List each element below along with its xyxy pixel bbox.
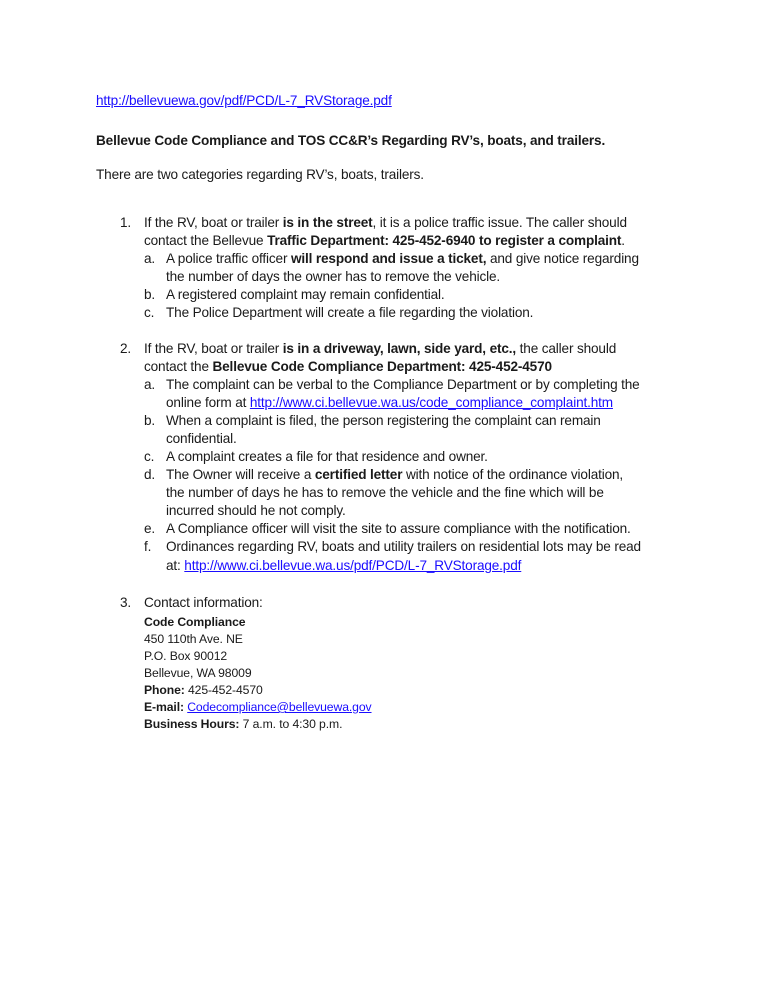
- item-3-number: 3.: [120, 595, 132, 610]
- phone-value: 425-452-4570: [184, 683, 263, 697]
- item-1c-text: The Police Department will create a file regarding the violation.: [166, 305, 534, 320]
- emphasis: is in a driveway, lawn, side yard, etc.,: [282, 341, 517, 356]
- contact-address-1: 450 110th Ave. NE: [144, 632, 243, 646]
- item-3-text: Contact information:: [144, 595, 263, 610]
- item-2e-text: A Compliance officer will visit the site to assure compliance with the notification.: [166, 521, 631, 536]
- item-2b-letter: b.: [144, 413, 156, 428]
- phone-label: Phone:: [144, 683, 185, 697]
- text: and give notice regarding: [486, 251, 639, 266]
- item-2f-letter: f.: [144, 539, 152, 554]
- contact-address-2: P.O. Box 90012: [144, 649, 228, 663]
- email-link[interactable]: Codecompliance@bellevuewa.gov: [187, 700, 372, 714]
- emphasis: is in the street: [282, 215, 373, 230]
- intro-text: There are two categories regarding RV’s, boats, trailers.: [96, 167, 424, 182]
- top-link[interactable]: http://bellevuewa.gov/pdf/PCD/L-7_RVStorage.pdf: [96, 93, 392, 108]
- item-2b-line-2: confidential.: [166, 431, 237, 446]
- text: at:: [166, 558, 185, 573]
- contact-address-3: Bellevue, WA 98009: [144, 666, 252, 680]
- hours-value: 7 a.m. to 4:30 p.m.: [239, 717, 343, 731]
- item-1c-letter: c.: [144, 305, 155, 320]
- text: , it is a police traffic issue. The caller should: [372, 215, 627, 230]
- text: online form at: [166, 395, 250, 410]
- item-2a-line-2: [166, 394, 613, 412]
- contact-org: Code Compliance: [144, 615, 246, 629]
- item-2a-letter: a.: [144, 377, 156, 392]
- text: contact the Bellevue: [144, 233, 268, 248]
- item-2-line-1: [144, 340, 616, 358]
- complaint-form-link[interactable]: http://www.ci.bellevue.wa.us/code_compliance_complaint.htm: [249, 395, 613, 410]
- text: .: [621, 233, 625, 248]
- item-2c-letter: c.: [144, 449, 155, 464]
- item-2a-line-1: The complaint can be verbal to the Compliance Department or by completing the: [166, 377, 640, 392]
- item-2d-line-1: [166, 466, 623, 484]
- text: The Owner will receive a: [166, 467, 315, 482]
- item-2d-line-2: the number of days he has to remove the vehicle and the fine which will be: [166, 485, 604, 500]
- emphasis: certified letter: [314, 467, 403, 482]
- item-2-number: 2.: [120, 341, 132, 356]
- item-1-line-2: [144, 232, 625, 250]
- text: If the RV, boat or trailer: [144, 341, 283, 356]
- text: If the RV, boat or trailer: [144, 215, 283, 230]
- item-2b-line-1: When a complaint is filed, the person registering the complaint can remain: [166, 413, 601, 428]
- text: A police traffic officer: [166, 251, 291, 266]
- item-1a-line-1: [166, 250, 639, 268]
- contact-email: [144, 699, 372, 716]
- item-1b-text: A registered complaint may remain confidential.: [166, 287, 445, 302]
- hours-label: Business Hours:: [144, 717, 240, 731]
- emphasis: Bellevue Code Compliance Department: 425-452-4570: [212, 359, 552, 374]
- top-link-line: [96, 92, 392, 110]
- document-title: Bellevue Code Compliance and TOS CC&R’s Regarding RV’s, boats, and trailers.: [96, 133, 606, 148]
- email-label: E-mail:: [144, 700, 184, 714]
- item-2d-line-3: incurred should he not comply.: [166, 503, 346, 518]
- contact-hours: [144, 716, 342, 733]
- item-2d-letter: d.: [144, 467, 156, 482]
- item-1-line-1: [144, 214, 627, 232]
- item-1a-letter: a.: [144, 251, 156, 266]
- item-2f-line-2: [166, 557, 521, 575]
- ordinance-link[interactable]: http://www.ci.bellevue.wa.us/pdf/PCD/L-7_RVStorage.pdf: [184, 558, 522, 573]
- item-2-line-2: [144, 358, 552, 376]
- text: with notice of the ordinance violation,: [402, 467, 624, 482]
- item-2c-text: A complaint creates a file for that residence and owner.: [166, 449, 488, 464]
- item-2f-line-1: Ordinances regarding RV, boats and utility trailers on residential lots may be read: [166, 539, 641, 554]
- item-1-number: 1.: [120, 215, 132, 230]
- item-2e-letter: e.: [144, 521, 156, 536]
- emphasis: will respond and issue a ticket,: [290, 251, 487, 266]
- emphasis: Traffic Department: 425-452-6940 to register a complaint: [267, 233, 622, 248]
- item-1a-line-2: the number of days the owner has to remove the vehicle.: [166, 269, 501, 284]
- text: the caller should: [516, 341, 617, 356]
- item-1b-letter: b.: [144, 287, 156, 302]
- contact-phone: [144, 682, 263, 699]
- text: contact the: [144, 359, 213, 374]
